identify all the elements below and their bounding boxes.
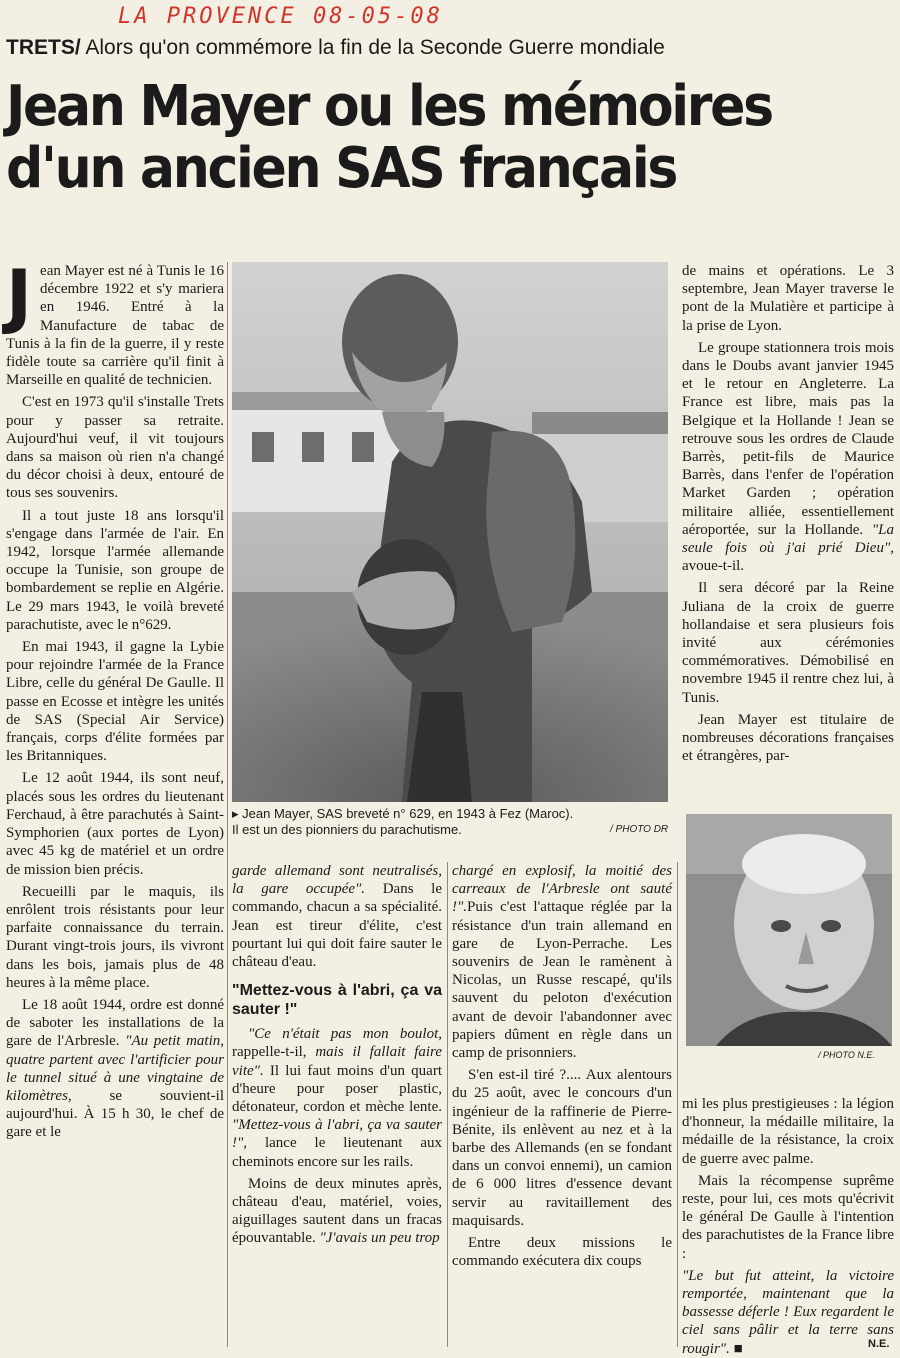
- paragraph: "Ce n'était pas mon boulot, rappelle-t-il, mais il fallait faire vite". Il lui faut moins d'un quart d'heure pour poser plastic, détonateur, cordon et mèche lente. "Mettez-vous à l'abri, ça va sauter !", lance le lieutenant aux cheminots encore sur les rails.: [232, 1026, 443, 1170]
- paragraph: Le 18 août 1944, ordre est donné de saboter les installations de la gare de l'Arbresle. "Au petit matin, quatre partent avec l'artificier pour le tunnel situé à une vingtaine de kilomètres, se souvient-il aujourd'hui. À 15 h 30, le chef de gare et le: [6, 996, 225, 1141]
- portrait-photo: [686, 814, 892, 1046]
- handwritten-source-note: LA PROVENCE 08-05-08: [118, 4, 443, 29]
- quote-de-gaulle: "Le but fut atteint, la victoire remportée, maintenant que la bassesse déferle ! Eux regardent le ciel sans pâlir et la terre sans rougir". ■: [682, 1267, 894, 1357]
- end-mark-icon: ■: [733, 1340, 743, 1357]
- paragraph: Moins de deux minutes après, château d'eau, matériel, voies, aiguillages sautent dans un fracas épouvantable. "J'avais un peu trop: [232, 1175, 442, 1247]
- caption-line-1: ▸ Jean Mayer, SAS breveté n° 629, en 1943 à Fez (Maroc).: [232, 806, 574, 821]
- column-divider: [447, 862, 448, 1347]
- paragraph: S'en est-il tiré ?.... Aux alentours du 25 août, avec le concours d'un ingénieur de la raffinerie de Pierre-Bénite, ils enlèvent au nez et à la barbe des Allemands (en se fondant dans un convoi ennemi), un camion de 6 000 litres d'essence devant servir au ravitaillement des maquisards.: [452, 1067, 672, 1229]
- paragraph: garde allemand sont neutralisés, la gare occupée". Dans le commando, chacun a sa spécialité. Jean est tireur d'élite, c'est pourtant lui qui doit faire sauter le château d'eau.: [232, 863, 442, 971]
- column-divider: [677, 862, 678, 1347]
- portrait-credit: / PHOTO N.E.: [818, 1050, 875, 1060]
- article-column-4: [682, 262, 894, 765]
- paragraph: C'est en 1973 qu'il s'installe Trets pour y passer sa retraite. Aujourd'hui veuf, il vit toujours dans sa maison où rien n'a changé du décor choisi à deux, entouré de tous ses souvenirs.: [6, 394, 224, 502]
- kicker-text: Alors qu'on commémore la fin de la Seconde Guerre mondiale: [85, 36, 665, 59]
- paragraph: ean Mayer est né à Tunis le 16 décembre 1922 et s'y mariera en 1946. Entré à la Manufacture de tabac de Tunis à la fin de la guerre, il y reste fidèle toute sa carrière qu'il finit à Marseille en qualité de technicien.: [6, 263, 224, 389]
- paragraph: chargé en explosif, la moitié des carreaux de l'Arbresle ont sauté !".Puis c'est l'attaque réglée par la résistance d'un train allemand en gare de Lyon-Perrache. Les souvenirs de Jean le ramènent à Nicolas, un Russe rescapé, qu'ils sauvent du peloton d'exécution avant de devoir l'abandonner avec papiers dûment en règle dans un camp de prisonniers.: [452, 863, 672, 1062]
- photo-caption: [232, 806, 672, 838]
- photo-jean-mayer-1943: [232, 262, 668, 802]
- photo-credit: / PHOTO DR: [610, 824, 669, 835]
- paragraph: Le 12 août 1944, ils sont neuf, placés sous les ordres du lieutenant Ferchaud, à être parachutés à Saint-Symphorien (aux portes de Lyon) avec 45 kg de matériel et un ordre de mission bien précis.: [6, 770, 224, 878]
- paragraph: mi les plus prestigieuses : la légion d'honneur, la médaille militaire, la médaille de la résistance, la croix de guerre avec palme.: [682, 1096, 894, 1167]
- kicker-separator: /: [74, 36, 81, 59]
- paragraph: Jean Mayer est titulaire de nombreuses décorations françaises et étrangères, par-: [682, 711, 894, 765]
- paragraph: de mains et opérations. Le 3 septembre, Jean Mayer traverse le pont de la Mulatière et participe à la prise de Lyon.: [682, 263, 894, 334]
- paragraph: Recueilli par le maquis, ils enrôlent trois résistants pour leur parfaite connaissance du terrain. Durant vingt-trois jours, ils vivront dans les bois, jamais plus de 48 heures à la même place.: [6, 883, 224, 991]
- caption-line-2: Il est un des pionniers du parachutisme.: [232, 822, 462, 837]
- paragraph: Entre deux missions le commando exécutera dix coups: [452, 1235, 672, 1270]
- paragraph: Le groupe stationnera trois mois dans le Doubs avant janvier 1945 et le retour en Angleterre. La France est libre, mais pas la Belgique et la Hollande ! Jean se retrouve sous les ordres de Claude Barrès, petit-fils de Maurice Barrès, dans l'enfer de l'opération Market Garden ; opération militaire alliée, essentiellement aéroportée, sur la Hollande. "La seule fois où j'ai prié Dieu", avoue-t-il.: [682, 339, 894, 575]
- paragraph: En mai 1943, il gagne la Lybie pour rejoindre l'armée de la France Libre, celle du général De Gaulle. Il passe en Ecosse et intègre les unités de SAS (Special Air Service) français, corps d'élite formées par les Britanniques.: [6, 639, 224, 765]
- paragraph: Il a tout juste 18 ans lorsqu'il s'engage dans l'armée de l'air. En 1942, lorsque l'armée allemande occupe la Tunisie, son groupe de bombardement se replie en Algérie. Le 29 mars 1943, le voilà breveté parachutiste, avec le n°629.: [6, 507, 224, 633]
- column-divider: [227, 262, 228, 1347]
- paragraph: Mais la récompense suprême reste, pour lui, ces mots qu'écrivit le général De Gaulle à l'intention des parachutistes de la France libre :: [682, 1172, 894, 1262]
- author-signature: N.E.: [868, 1338, 890, 1350]
- kicker-location: TRETS: [6, 36, 75, 59]
- headline-line-2: d'un ancien SAS français: [6, 136, 677, 201]
- drop-cap: J: [6, 255, 33, 337]
- caption-arrow-icon: ▸: [232, 806, 243, 821]
- article-column-2: [232, 862, 442, 1248]
- article-column-4-continued: [682, 1095, 894, 1358]
- headline-line-1: Jean Mayer ou les mémoires: [6, 74, 772, 139]
- photo-jean-mayer-portrait: [686, 814, 892, 1046]
- kicker: [6, 36, 665, 60]
- paratrooper-photo: [232, 262, 668, 802]
- article-column-1: [6, 255, 225, 1142]
- article-column-3: [452, 862, 672, 1270]
- paragraph: Il sera décoré par la Reine Juliana de la croix de guerre hollandaise et sera plusieurs fois invité aux cérémonies commémoratives. Démobilisé en novembre 1945 il rentre chez lui, à Tunis.: [682, 580, 894, 706]
- subheading: "Mettez-vous à l'abri, ça va sauter !": [232, 982, 442, 1019]
- headline: [6, 76, 832, 200]
